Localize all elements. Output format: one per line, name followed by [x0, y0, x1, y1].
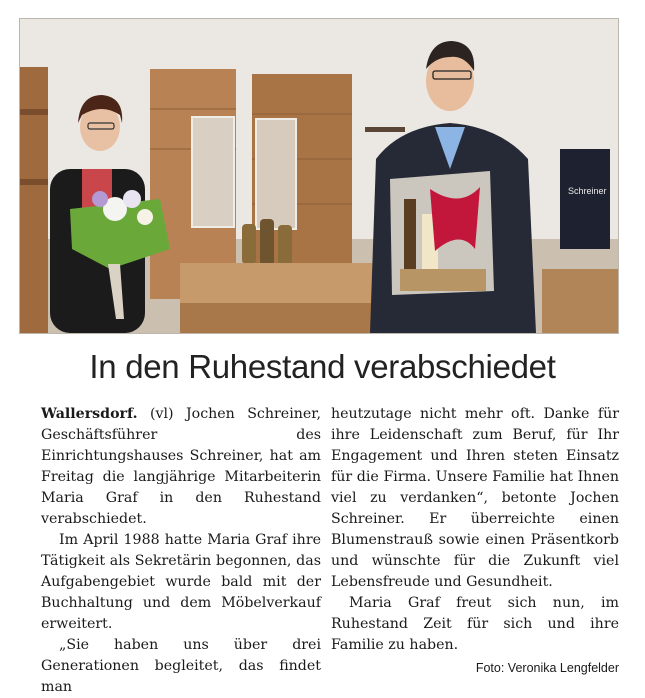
paragraph-3-continued: heutzutage nicht mehr oft. Danke für ihre Leidenschaft zum Beruf, für Ihr Engagement und Ihren steten Einsatz für die Firma. Unsere Familie hat Ihnen viel zu verdanken“, betonte Jochen Schreiner. Er überreichte einen Blumenstrauß sowie einen Präsentkorb und wünschte für die Zukunft viel Lebensfreude und Gesundheit. [331, 406, 619, 590]
article-column-right [331, 404, 619, 679]
dateline: Wallersdorf. [41, 406, 138, 422]
store-sign-text: Schreiner [568, 186, 607, 196]
photo-credit: Foto: Veronika Lengfelder [475, 661, 619, 675]
paragraph-2: Im April 1988 hatte Maria Graf ihre Tätigkeit als Sekretärin begonnen, das Aufgabengebiet wurde bald mit der Buchhaltung und dem Möbelverkauf erweitert. [41, 532, 321, 632]
paragraph-4-text: Maria Graf freut sich nun, im Ruhestand Zeit für sich und ihre Familie zu haben. [331, 595, 619, 653]
article-column-left [41, 404, 321, 698]
paragraph-1 [41, 404, 321, 530]
paragraph-4 [331, 593, 619, 675]
paragraph-1-text: (vl) Jochen Schreiner, Geschäftsführer des Einrichtungshauses Schreiner, hat am Freitag die langjährige Mitarbeiterin Maria Graf in den Ruhestand verabschiedet. [41, 406, 321, 527]
article-photo [19, 18, 619, 334]
paragraph-3-start: „Sie haben uns über drei Generationen begleitet, das findet man [41, 637, 321, 695]
photo-illustration [20, 19, 618, 333]
article-headline: In den Ruhestand verabschiedet [89, 348, 556, 385]
